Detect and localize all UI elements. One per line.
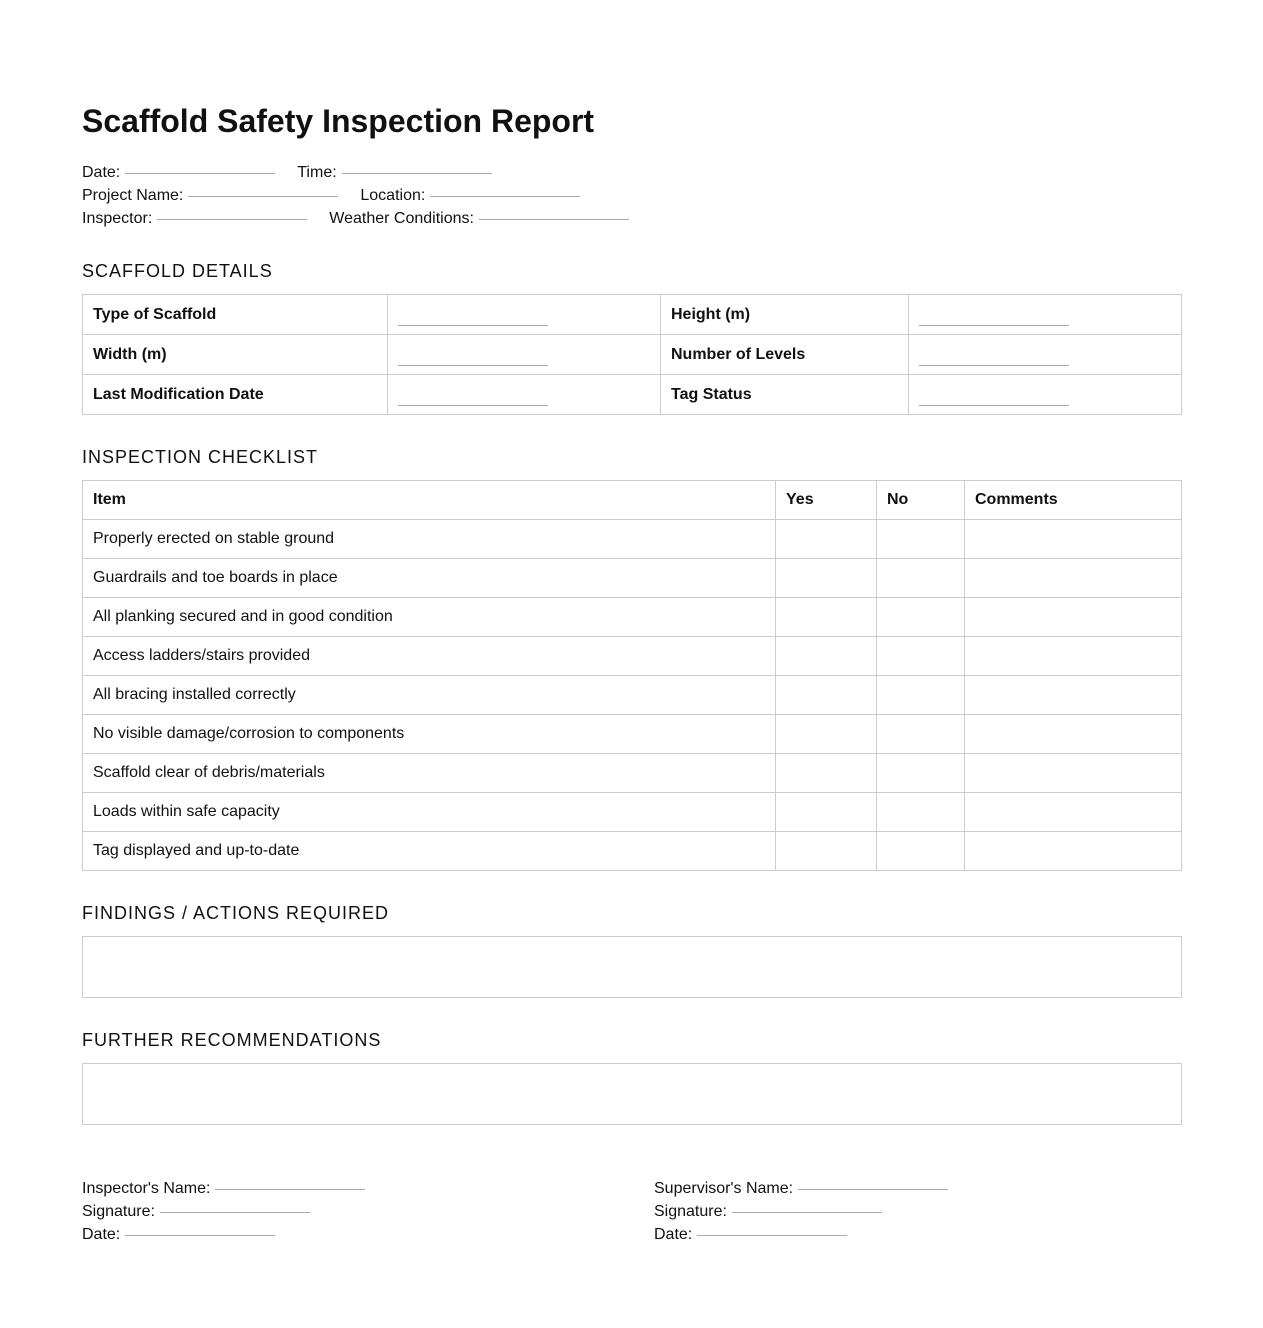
time-field[interactable] bbox=[297, 164, 491, 182]
detail-label: Number of Levels bbox=[661, 335, 909, 375]
table-row bbox=[83, 598, 1182, 637]
project-name-field[interactable] bbox=[82, 187, 338, 205]
checklist-item: Scaffold clear of debris/materials bbox=[83, 754, 776, 793]
comments-cell[interactable] bbox=[965, 676, 1182, 715]
no-cell[interactable] bbox=[877, 559, 965, 598]
no-cell[interactable] bbox=[877, 793, 965, 832]
inspection-checklist-table bbox=[82, 480, 1182, 871]
header-row bbox=[82, 164, 514, 184]
signoff-field[interactable] bbox=[82, 1200, 365, 1223]
inspector-field[interactable] bbox=[82, 210, 307, 228]
checklist-item: All bracing installed correctly bbox=[83, 676, 776, 715]
column-header: Item bbox=[83, 481, 776, 520]
section-heading-details: SCAFFOLD DETAILS bbox=[82, 261, 273, 281]
section-heading-checklist: INSPECTION CHECKLIST bbox=[82, 447, 319, 467]
inspector-signoff bbox=[82, 1177, 365, 1246]
findings-textarea[interactable] bbox=[82, 936, 1182, 998]
details-row bbox=[83, 335, 1182, 375]
date-field[interactable] bbox=[82, 164, 275, 182]
detail-value-cell[interactable] bbox=[388, 375, 661, 415]
input-line[interactable] bbox=[919, 325, 1069, 326]
input-line[interactable] bbox=[798, 1189, 948, 1190]
column-header: Yes bbox=[776, 481, 877, 520]
field-label: Supervisor's Name: bbox=[654, 1180, 794, 1197]
inspector-input-line[interactable] bbox=[157, 219, 307, 220]
no-cell[interactable] bbox=[877, 637, 965, 676]
field-label: Date: bbox=[82, 164, 121, 181]
input-line[interactable] bbox=[732, 1212, 882, 1213]
details-row bbox=[83, 375, 1182, 415]
detail-label: Height (m) bbox=[661, 295, 909, 335]
detail-label: Tag Status bbox=[661, 375, 909, 415]
table-header-row bbox=[83, 481, 1182, 520]
comments-cell[interactable] bbox=[965, 754, 1182, 793]
no-cell[interactable] bbox=[877, 715, 965, 754]
field-label: Date: bbox=[82, 1226, 121, 1243]
table-row bbox=[83, 559, 1182, 598]
checklist-item: Guardrails and toe boards in place bbox=[83, 559, 776, 598]
detail-value-cell[interactable] bbox=[388, 295, 661, 335]
field-label: Time: bbox=[297, 164, 337, 181]
checklist-item: Access ladders/stairs provided bbox=[83, 637, 776, 676]
header-row bbox=[82, 187, 602, 207]
field-label: Inspector: bbox=[82, 210, 153, 227]
detail-value-cell[interactable] bbox=[909, 295, 1182, 335]
field-label: Location: bbox=[360, 187, 426, 204]
location-input-line[interactable] bbox=[430, 196, 580, 197]
detail-label: Width (m) bbox=[83, 335, 388, 375]
yes-cell[interactable] bbox=[776, 676, 877, 715]
recommendations-textarea[interactable] bbox=[82, 1063, 1182, 1125]
section-heading-findings: FINDINGS / ACTIONS REQUIRED bbox=[82, 903, 390, 923]
yes-cell[interactable] bbox=[776, 715, 877, 754]
field-label: Signature: bbox=[654, 1203, 727, 1220]
time-input-line[interactable] bbox=[342, 173, 492, 174]
input-line[interactable] bbox=[398, 325, 548, 326]
yes-cell[interactable] bbox=[776, 832, 877, 871]
checklist-item: No visible damage/corrosion to components bbox=[83, 715, 776, 754]
page-title: Scaffold Safety Inspection Report bbox=[82, 103, 595, 139]
input-line[interactable] bbox=[919, 365, 1069, 366]
comments-cell[interactable] bbox=[965, 559, 1182, 598]
checklist-item: Properly erected on stable ground bbox=[83, 520, 776, 559]
comments-cell[interactable] bbox=[965, 598, 1182, 637]
table-row bbox=[83, 715, 1182, 754]
input-line[interactable] bbox=[215, 1189, 365, 1190]
section-heading-recommendations: FURTHER RECOMMENDATIONS bbox=[82, 1030, 382, 1050]
comments-cell[interactable] bbox=[965, 715, 1182, 754]
no-cell[interactable] bbox=[877, 754, 965, 793]
table-row bbox=[83, 793, 1182, 832]
weather-field[interactable] bbox=[329, 210, 629, 228]
table-row bbox=[83, 520, 1182, 559]
detail-value-cell[interactable] bbox=[909, 335, 1182, 375]
checklist-item: Tag displayed and up-to-date bbox=[83, 832, 776, 871]
table-row bbox=[83, 637, 1182, 676]
table-row bbox=[83, 754, 1182, 793]
scaffold-details-table bbox=[82, 294, 1182, 415]
signoff-field[interactable] bbox=[82, 1177, 365, 1200]
yes-cell[interactable] bbox=[776, 598, 877, 637]
no-cell[interactable] bbox=[877, 832, 965, 871]
checklist-item: Loads within safe capacity bbox=[83, 793, 776, 832]
signoff-field[interactable] bbox=[654, 1177, 948, 1200]
comments-cell[interactable] bbox=[965, 832, 1182, 871]
location-field[interactable] bbox=[360, 187, 580, 205]
detail-label: Last Modification Date bbox=[83, 375, 388, 415]
detail-value-cell[interactable] bbox=[909, 375, 1182, 415]
yes-cell[interactable] bbox=[776, 559, 877, 598]
table-row bbox=[83, 676, 1182, 715]
yes-cell[interactable] bbox=[776, 520, 877, 559]
field-label: Date: bbox=[654, 1226, 693, 1243]
no-cell[interactable] bbox=[877, 520, 965, 559]
field-label: Weather Conditions: bbox=[329, 210, 474, 227]
field-label: Signature: bbox=[82, 1203, 155, 1220]
no-cell[interactable] bbox=[877, 676, 965, 715]
input-line[interactable] bbox=[697, 1235, 847, 1236]
comments-cell[interactable] bbox=[965, 793, 1182, 832]
signoff-field[interactable] bbox=[654, 1223, 948, 1246]
column-header: Comments bbox=[965, 481, 1182, 520]
no-cell[interactable] bbox=[877, 598, 965, 637]
detail-value-cell[interactable] bbox=[388, 335, 661, 375]
yes-cell[interactable] bbox=[776, 754, 877, 793]
checklist-item: All planking secured and in good condition bbox=[83, 598, 776, 637]
input-line[interactable] bbox=[919, 405, 1069, 406]
input-line[interactable] bbox=[398, 405, 548, 406]
comments-cell[interactable] bbox=[965, 637, 1182, 676]
table-row bbox=[83, 832, 1182, 871]
input-line[interactable] bbox=[160, 1212, 310, 1213]
comments-cell[interactable] bbox=[965, 520, 1182, 559]
weather-input-line[interactable] bbox=[479, 219, 629, 220]
field-label: Project Name: bbox=[82, 187, 184, 204]
date-input-line[interactable] bbox=[125, 173, 275, 174]
yes-cell[interactable] bbox=[776, 793, 877, 832]
column-header: No bbox=[877, 481, 965, 520]
supervisor-signoff bbox=[654, 1177, 948, 1246]
input-line[interactable] bbox=[398, 365, 548, 366]
input-line[interactable] bbox=[125, 1235, 275, 1236]
field-label: Inspector's Name: bbox=[82, 1180, 211, 1197]
header-row bbox=[82, 210, 651, 230]
project-name-input-line[interactable] bbox=[188, 196, 338, 197]
signoff-field[interactable] bbox=[82, 1223, 365, 1246]
yes-cell[interactable] bbox=[776, 637, 877, 676]
signoff-field[interactable] bbox=[654, 1200, 948, 1223]
detail-label: Type of Scaffold bbox=[83, 295, 388, 335]
details-row bbox=[83, 295, 1182, 335]
